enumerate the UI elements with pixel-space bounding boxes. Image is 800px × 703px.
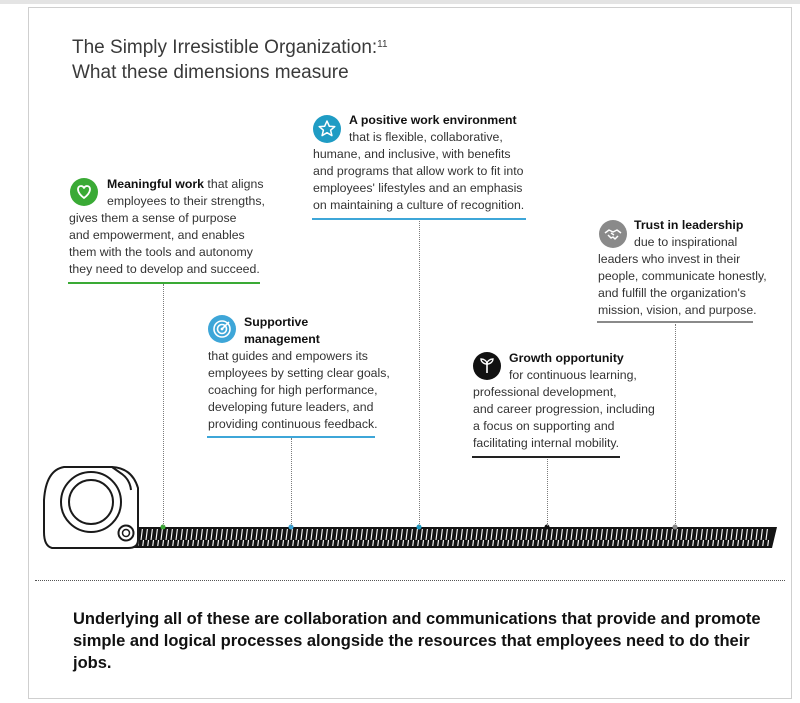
trust-leadership-line2: leaders who invest in their	[598, 252, 741, 266]
supportive-management-heading1: Supportive	[244, 315, 309, 329]
growth-opportunity-heading: Growth opportunity	[509, 351, 624, 365]
trust-leadership-heading: Trust in leadership	[634, 218, 744, 232]
meaningful-work-line6: they need to develop and succeed.	[69, 262, 260, 276]
drop-line-meaningful-work	[163, 284, 164, 526]
trust-leadership-text	[598, 217, 778, 319]
summary-statement: Underlying all of these are collaboration and communications that provide and promote simple and logical processes alongside the resources that employees need to do their jobs.	[73, 610, 761, 672]
positive-environment-line5: on maintaining a culture of recognition.	[313, 198, 525, 212]
meaningful-work-line2: employees to their strengths,	[107, 194, 265, 208]
trust-leadership-line5: mission, vision, and purpose.	[598, 303, 757, 317]
supportive-management-heading2: management	[244, 332, 320, 346]
growth-opportunity-text	[473, 350, 678, 452]
supportive-management-line4: developing future leaders, and	[208, 400, 374, 414]
positive-environment-underline	[312, 218, 526, 220]
tape-blade	[128, 527, 777, 548]
growth-opportunity-line5: facilitating internal mobility.	[473, 436, 620, 450]
supportive-management-text	[208, 314, 398, 433]
meaningful-work-line4: and empowerment, and enables	[69, 228, 245, 242]
supportive-management-line3: coaching for high performance,	[208, 383, 378, 397]
drop-line-growth-opportunity	[547, 459, 548, 526]
growth-opportunity-line1: for continuous learning,	[509, 368, 637, 382]
trust-leadership-line1: due to inspirational	[634, 235, 738, 249]
positive-environment-line3: and programs that allow work to fit into	[313, 164, 524, 178]
meaningful-work-line3: gives them a sense of purpose	[69, 211, 237, 225]
section-divider	[35, 580, 785, 581]
tape-case	[44, 467, 138, 548]
supportive-management-underline	[207, 436, 375, 438]
meaningful-work-text	[69, 176, 279, 278]
trust-leadership-line3: people, communicate honestly,	[598, 269, 767, 283]
growth-opportunity-line4: a focus on supporting and	[473, 419, 615, 433]
trust-leadership-line4: and fulfill the organization's	[598, 286, 746, 300]
drop-line-positive-environment	[419, 221, 420, 526]
meaningful-work-line1: that aligns	[204, 177, 264, 191]
positive-environment-line2: humane, and inclusive, with benefits	[313, 147, 511, 161]
meaningful-work-underline	[68, 282, 260, 284]
positive-environment-text	[313, 112, 553, 214]
positive-environment-heading: A positive work environment	[349, 113, 517, 127]
meaningful-work-heading: Meaningful work	[107, 177, 205, 191]
supportive-management-line5: providing continuous feedback.	[208, 417, 378, 431]
meaningful-work-line5: them with the tools and autonomy	[69, 245, 253, 259]
title-line1: The Simply Irresistible Organization:	[72, 37, 378, 58]
supportive-management-line2: employees by setting clear goals,	[208, 366, 390, 380]
title-footnote-ref: 11	[377, 39, 388, 50]
title-line2: What these dimensions measure	[72, 62, 349, 83]
supportive-management-line1: that guides and empowers its	[208, 349, 368, 363]
trust-leadership-underline	[597, 321, 753, 323]
drop-line-supportive-management	[291, 438, 292, 526]
growth-opportunity-line3: and career progression, including	[473, 402, 655, 416]
growth-opportunity-underline	[472, 456, 620, 458]
positive-environment-line4: employees' lifestyles and an emphasis	[313, 181, 523, 195]
positive-environment-line1: that is flexible, collaborative,	[349, 130, 503, 144]
growth-opportunity-line2: professional development,	[473, 385, 617, 399]
